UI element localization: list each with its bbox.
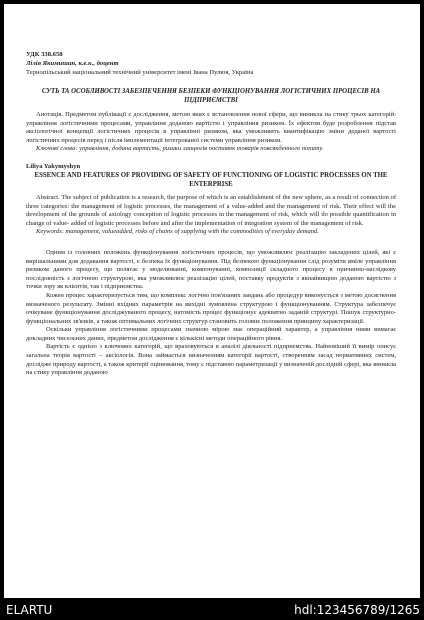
- body-paragraph-3: Оскільки управління логістичними процесами значною мірою має операційний характер, а управління ними вимагає докладних чисельних даних, предметом дослідження є кількісні методи операційного рівня.: [26, 326, 396, 342]
- body-paragraph-2: Кожен процес характеризується тим, що комплекс логічно пов'язаних завдань або процедур виконується з метою досягнення визначеного результату. Змінні вхідних параметрів на вихідні зумовлена структурою і функціонуванням. Структура забезпечує очікуване функціонування досліджуваного процесу, натомість процес функціонує адекватно заданій структурі. Пошук структурно-функціональних зв'язків, а також оптимальних логічних структур становить головне положення принципу характеризації.: [26, 291, 396, 325]
- affiliation: Тернопільський національний технічний університет імені Івана Пулюя, Україна: [26, 69, 254, 76]
- author-english: Liliya Yakymyshyn: [26, 162, 81, 170]
- document-content: [26, 50, 396, 378]
- udc-code: УДК 338.658: [26, 51, 63, 58]
- title-ukrainian: СУТЬ ТА ОСОБЛИВОСТІ ЗАБЕЗПЕЧЕННЯ БЕЗПЕКИ ФУНКЦІОНУВАННЯ ЛОГІСТИЧНИХ ПРОЦЕСІВ НА ПІДПРИЄМСТВІ: [41, 88, 381, 104]
- body-paragraph-4: Вартість є однією з ключових категорій, що враховуються в аналізі діяльності підприємства. Найновіший її вимір описує загальна теорія вартості – аксіологія. Вона займається визначенням категорії вартості, створенням засад нормативних систем, дослідже природу вартості, а також критерії оцінювання, тому є підставою параметризації у визначеній дослідній сфері, яка виникла на стику управління доданою: [26, 343, 396, 377]
- repository-label: ELARTU: [6, 603, 53, 617]
- document-page: [4, 4, 420, 598]
- footer-bar: [0, 600, 424, 620]
- title-english: ESSENCE AND FEATURES OF PROVIDING OF SAFETY OF FUNCTIONING OF LOGISTIC PROCESSES ON THE ENTERPRISE: [34, 171, 388, 188]
- handle-identifier: hdl:123456789/1265: [294, 603, 420, 617]
- section-gap: [26, 237, 396, 249]
- author-ukrainian: Лілія Якимишин, к.е.н., доцент: [26, 60, 119, 67]
- body-paragraph-1: Одним із головних положень функціонування логістичних процесів, що уможливлює реалізацію закладених цілей, які є вирішальними для додавання вартості, є безпека їх функціонування. Під безпекою функціонування слід розуміти вміле управління ризиком даного процесу, що полягає у моделюванні, компонуванні, композиції складного процесу в причинно-наслідкову послідовність з логічною структурою, яка уможливлює реалізацію цілей, поставку продуктів з якнайвищою доданою вартістю з точки зору як клієнтів, так і підприємства.: [26, 248, 396, 291]
- abstract-english: Abstract. The subject of publication is a research, the purpose of which is an establishment of the new sphere, as a result of connection of three categories: the management of logistic processes, the management of a value-added and the management of risk. Their effect will the development of the grounds of axiology conception of logistic processes in the management of risk, which will do possible quantification in change of value- added of logistic processes before and after the implementation of integration system of the management of risk.: [26, 193, 396, 227]
- keywords-ukrainian: Ключові слова: управління, додана вартість, ризики ланцюгів поставок товарів повсякденного попиту.: [36, 145, 324, 153]
- keywords-english: Keywords: management, valueadded, risks of chains of supplying with the commodities of everyday demand.: [36, 228, 319, 236]
- abstract-ukrainian: Анотація. Предметом публікації є дослідження, метою яких є встановлення нової сфери, що виникла на стику трьох категорій: управління логістичними процесами, управління доданою вартістю і управління ризиком. Їх ефектом буде розроблення підстав аксіологічної концепції логістичних процесів в управлінні ризиком, яка уможливить квантифікацію зміни доданої вартості логістичних процесів перед і після імплементації інтегрованої системи управління ризиком.: [26, 111, 396, 144]
